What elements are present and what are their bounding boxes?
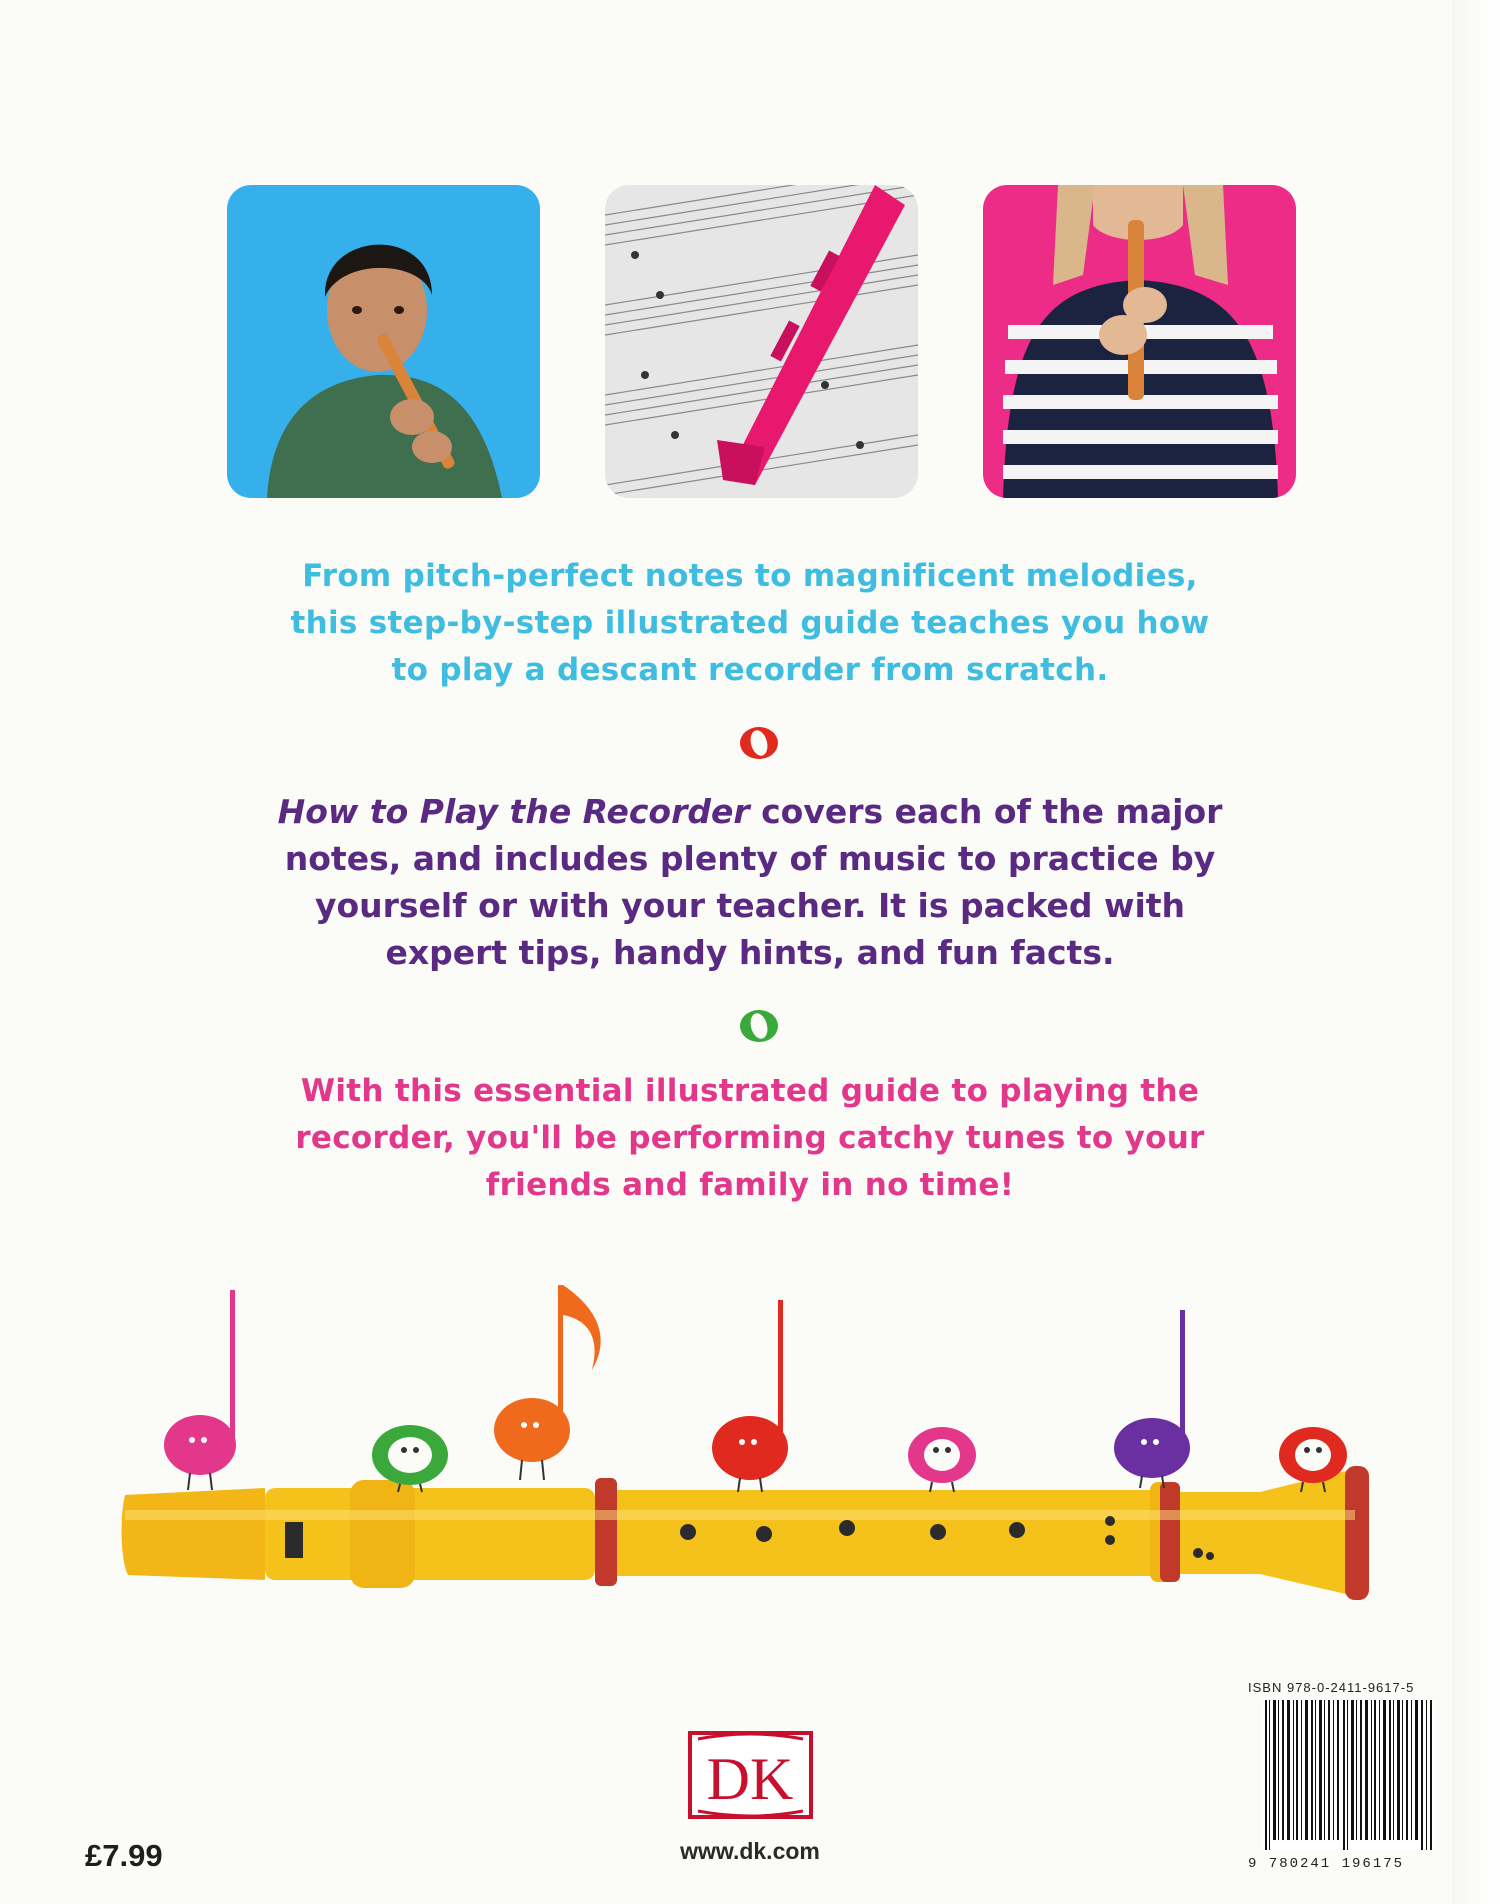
girl-playing-recorder-photo xyxy=(983,185,1296,498)
dk-logo-text: DK xyxy=(706,1746,794,1812)
orange-note-character xyxy=(494,1285,601,1480)
cover-edge xyxy=(1452,0,1500,1904)
description-line: notes, and includes plenty of music to practice by xyxy=(284,839,1216,878)
intro-line: From pitch-perfect notes to magnificent melodies, xyxy=(302,558,1198,594)
outro-line: friends and family in no time! xyxy=(485,1167,1015,1203)
recorder-with-note-characters-illustration xyxy=(100,1270,1440,1680)
purple-note-character xyxy=(1114,1310,1190,1488)
price-label: £7.99 xyxy=(85,1838,163,1873)
intro-paragraph xyxy=(250,553,1250,694)
description-first-line xyxy=(250,788,1250,835)
book-title: How to Play the Recorder xyxy=(277,792,750,831)
pink-recorder-on-sheet-music-photo xyxy=(605,185,918,498)
description-line: expert tips, handy hints, and fun facts. xyxy=(385,933,1115,972)
isbn-number: ISBN 978-0-2411-9617-5 xyxy=(1248,1680,1415,1695)
outro-line: With this essential illustrated guide to playing the xyxy=(300,1073,1200,1109)
description-paragraph xyxy=(250,788,1250,976)
description-line: covers each of the major xyxy=(749,792,1223,831)
pink-whole-note-character xyxy=(908,1427,976,1492)
outro-line: recorder, you'll be performing catchy tunes to your xyxy=(295,1120,1205,1156)
intro-line: to play a descant recorder from scratch. xyxy=(391,652,1109,688)
intro-line: this step-by-step illustrated guide teaches you how xyxy=(290,605,1210,641)
barcode-digits: 9 780241 196175 xyxy=(1248,1856,1405,1872)
green-whole-note-icon xyxy=(737,1007,781,1045)
boy-photo-art xyxy=(227,185,540,498)
sheet-music-photo-art xyxy=(605,185,918,498)
barcode-icon xyxy=(1263,1700,1435,1850)
recorder-illustration-art xyxy=(100,1270,1440,1680)
publisher-website: www.dk.com xyxy=(680,1838,820,1864)
red-note-character xyxy=(712,1300,788,1492)
outro-paragraph xyxy=(250,1068,1250,1209)
description-line: yourself or with your teacher. It is packed with xyxy=(314,886,1186,925)
boy-playing-recorder-photo xyxy=(227,185,540,498)
dk-publisher-logo xyxy=(688,1725,813,1825)
pink-note-character xyxy=(164,1290,236,1490)
red-whole-note-icon xyxy=(737,724,781,762)
girl-photo-art xyxy=(983,185,1296,498)
